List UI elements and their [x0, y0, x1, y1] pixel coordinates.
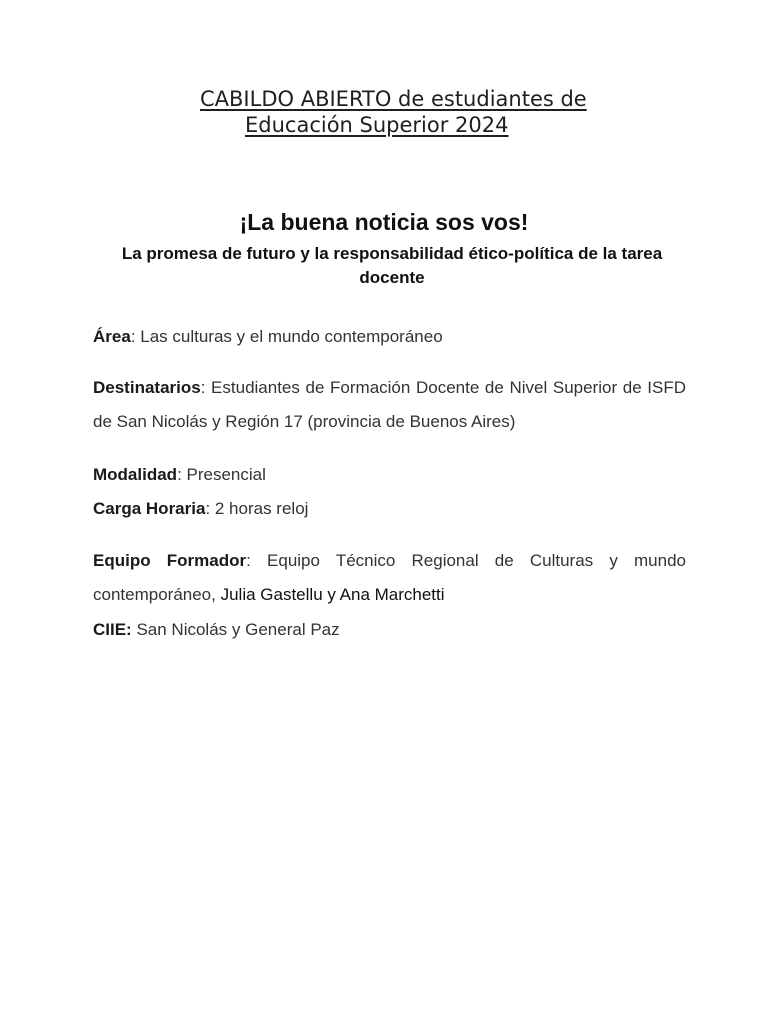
destinatarios-value: : Estudiantes de Formación Docente de Nivel Superior de ISFD de San Nicolás y Región 17 (provincia de Buenos Aires)	[93, 378, 686, 431]
headline: ¡La buena noticia sos vos!	[239, 209, 529, 235]
ciie-value: San Nicolás y General Paz	[131, 620, 340, 639]
modalidad-value: : Presencial	[177, 465, 266, 484]
header-title-line-2: Educación Superior 2024	[245, 113, 509, 137]
equipo-formador-paragraph	[93, 544, 686, 612]
equipo-formador-value: : Equipo Técnico Regional de Culturas y mundo contemporáneo,	[93, 551, 687, 604]
equipo-formador-label: Equipo Formador	[93, 551, 247, 570]
area-paragraph	[93, 320, 686, 354]
carga-horaria-value: : 2 horas reloj	[205, 499, 309, 518]
area-label: Área	[93, 327, 131, 346]
destinatarios-paragraph	[93, 371, 686, 439]
destinatarios-label: Destinatarios	[93, 378, 201, 397]
subheadline: La promesa de futuro y la responsabilidad ético-política de la tarea docente	[121, 244, 663, 287]
header-title-line-1: CABILDO ABIERTO de estudiantes de	[200, 87, 587, 111]
modalidad-paragraph	[93, 458, 686, 492]
ciie-label: CIIE:	[93, 620, 132, 639]
ciie-paragraph	[93, 613, 686, 647]
carga-horaria-paragraph	[93, 492, 686, 526]
area-value: : Las culturas y el mundo contemporáneo	[130, 327, 443, 346]
modalidad-label: Modalidad	[93, 465, 178, 484]
carga-horaria-label: Carga Horaria	[93, 499, 206, 518]
equipo-formador-names: Julia Gastellu y Ana Marchetti	[220, 585, 445, 604]
